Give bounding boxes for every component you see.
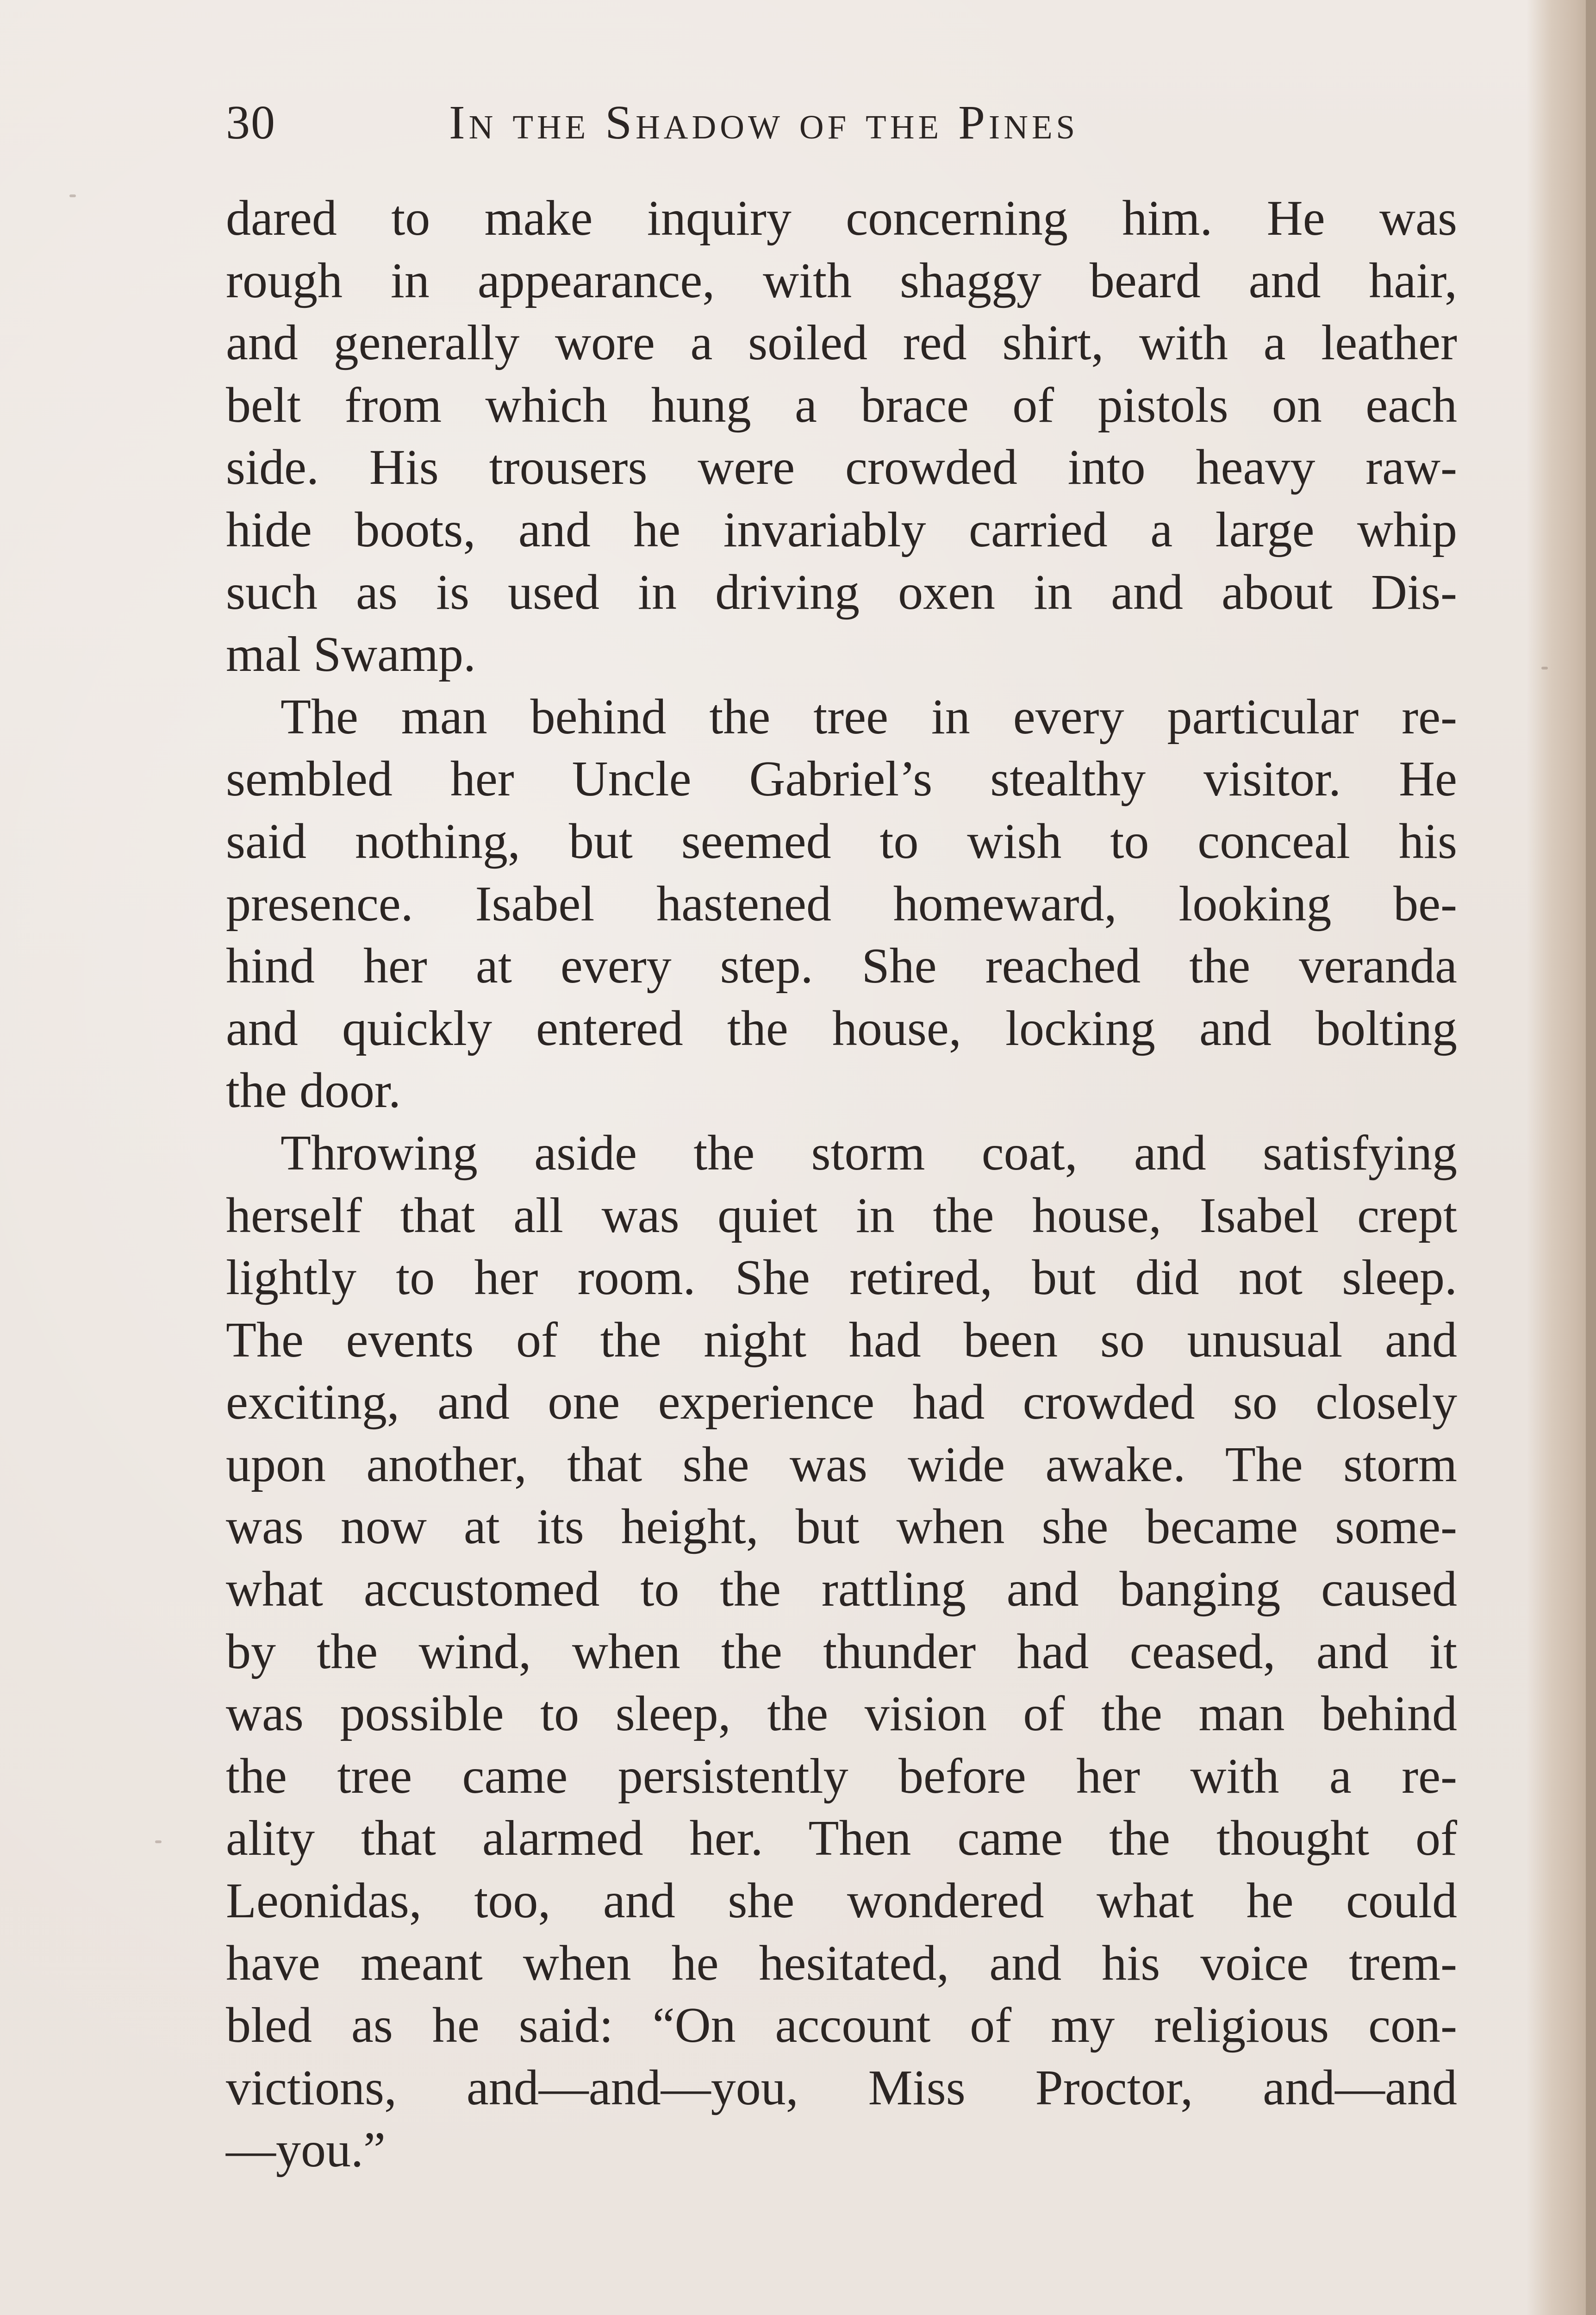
body-text xyxy=(226,188,1457,2182)
text-line: rough in appearance, with shaggy beard and hair, xyxy=(226,253,1457,308)
paper-speck xyxy=(155,1840,162,1843)
text-line: bled as he said: “On account of my religious con- xyxy=(226,1998,1457,2053)
text-line: presence. Isabel hastened homeward, looking be- xyxy=(226,876,1457,932)
text-line: and quickly entered the house, locking and bolting xyxy=(226,1001,1457,1056)
text-line: sembled her Uncle Gabriel’s stealthy visitor. He xyxy=(226,751,1457,807)
text-line: side. His trousers were crowded into heavy raw- xyxy=(226,440,1457,495)
text-line: The man behind the tree in every particular re- xyxy=(281,689,1457,745)
text-line: hide boots, and he invariably carried a large whip xyxy=(226,502,1457,557)
text-line: have meant when he hesitated, and his voice trem- xyxy=(226,1935,1457,1991)
text-line: what accustomed to the rattling and banging caused xyxy=(226,1562,1457,1617)
running-header xyxy=(226,88,1522,157)
text-line: was possible to sleep, the vision of the man behind xyxy=(226,1686,1457,1742)
text-line: The events of the night had been so unusual and xyxy=(226,1312,1457,1368)
text-line: Leonidas, too, and she wondered what he could xyxy=(226,1873,1457,1929)
page-number: 30 xyxy=(226,96,276,149)
text-line: victions, and—and—you, Miss Proctor, and—and xyxy=(226,2060,1457,2115)
paper-speck xyxy=(1541,667,1548,669)
text-line: such as is used in driving oxen in and about Dis- xyxy=(226,564,1457,620)
text-line: hind her at every step. She reached the veranda xyxy=(226,939,1457,994)
text-line: herself that all was quiet in the house, Isabel crept xyxy=(226,1188,1457,1243)
text-line: —you.” xyxy=(226,2122,386,2178)
text-line: was now at its height, but when she became some- xyxy=(226,1499,1457,1555)
text-line: belt from which hung a brace of pistols on each xyxy=(226,377,1457,433)
text-line: Throwing aside the storm coat, and satisfying xyxy=(281,1125,1457,1181)
text-line: said nothing, but seemed to wish to conceal his xyxy=(226,813,1457,869)
text-line: by the wind, when the thunder had ceased, and it xyxy=(226,1624,1457,1679)
text-line: dared to make inquiry concerning him. He was xyxy=(226,191,1457,246)
text-line: mal Swamp. xyxy=(226,627,476,682)
running-title: In the Shadow of the Pines xyxy=(449,96,1079,149)
page-edge-binding xyxy=(1586,0,1596,2315)
text-line: exciting, and one experience had crowded so closely xyxy=(226,1375,1457,1430)
text-line: ality that alarmed her. Then came the thought of xyxy=(226,1811,1457,1866)
text-line: upon another, that she was wide awake. The storm xyxy=(226,1437,1457,1492)
text-line: the door. xyxy=(226,1063,401,1119)
text-line: the tree came persistently before her with a re- xyxy=(226,1748,1457,1804)
paper-speck xyxy=(69,194,76,197)
text-line: lightly to her room. She retired, but did not sleep. xyxy=(226,1250,1457,1306)
text-line: and generally wore a soiled red shirt, with a leather xyxy=(226,315,1457,371)
